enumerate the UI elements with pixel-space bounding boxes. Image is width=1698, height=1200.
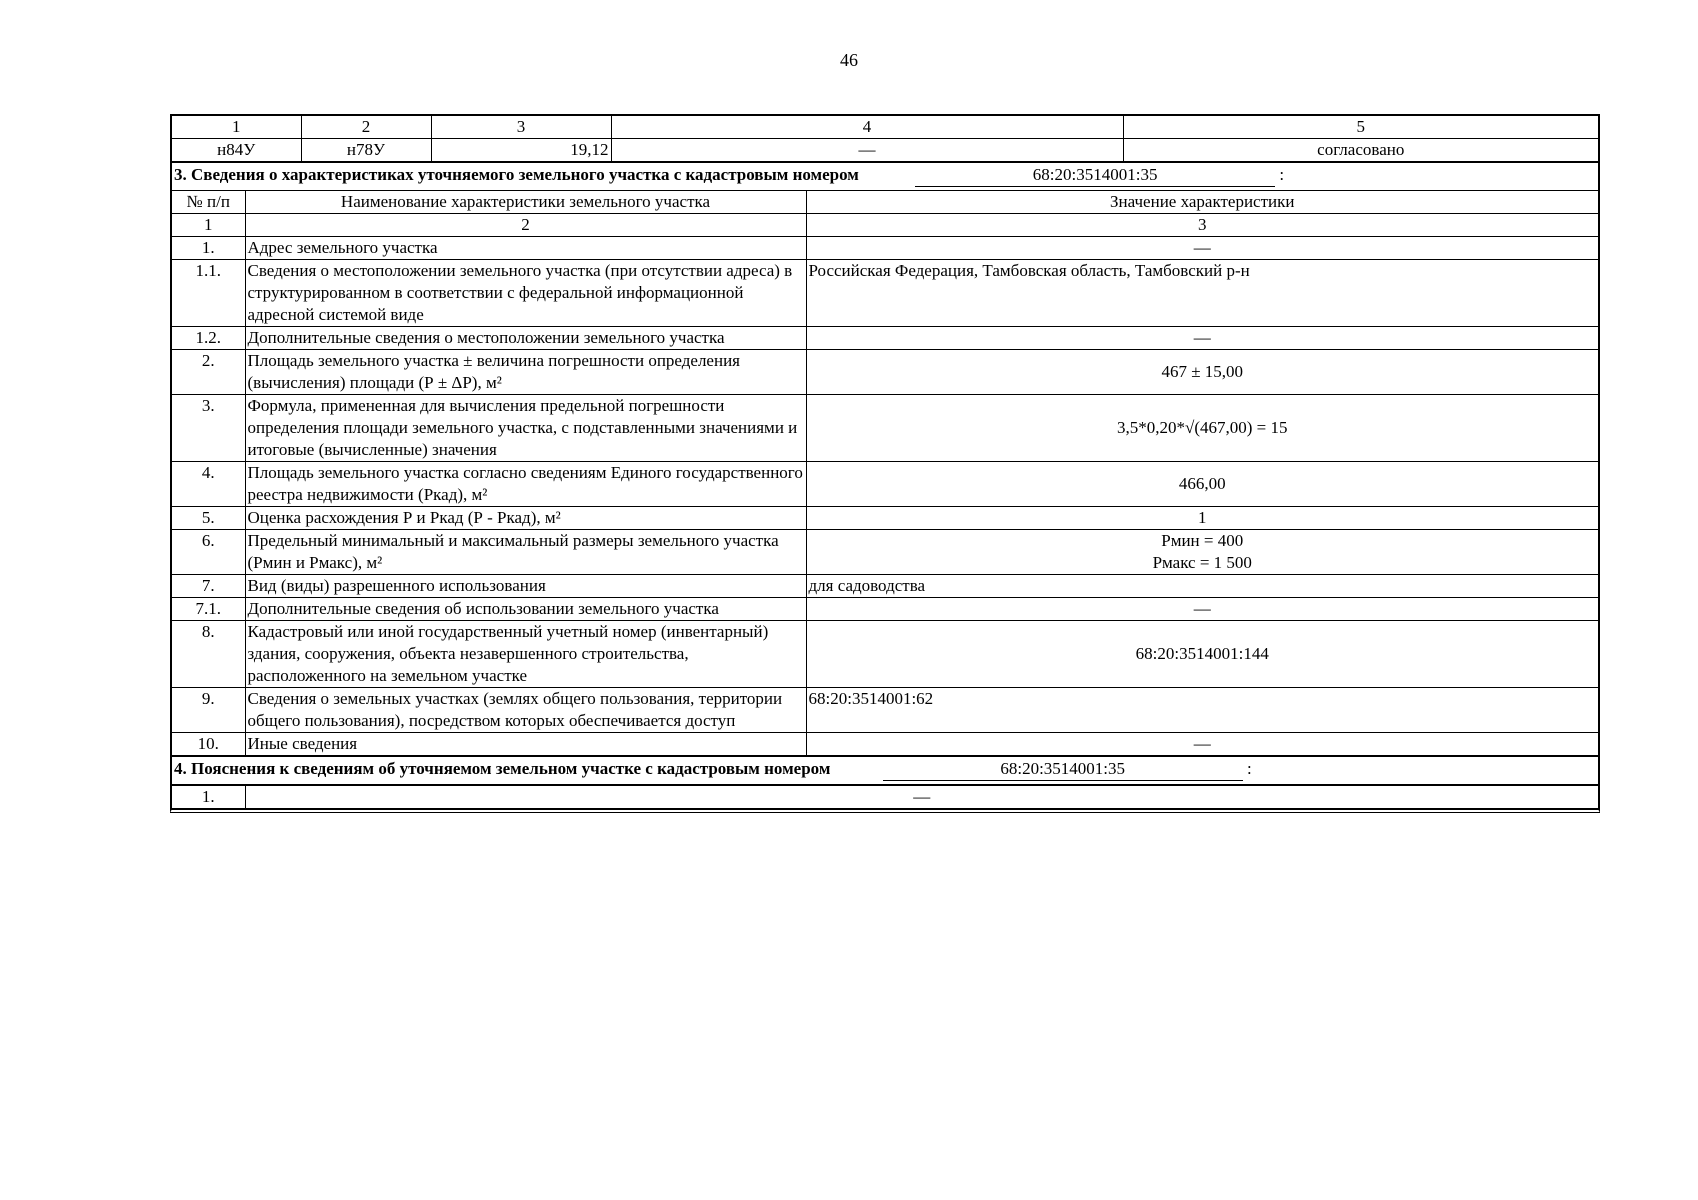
row-characteristic: Кадастровый или иной государственный учетный номер (инвентарный) здания, сооружения, объекта незавершенного строительства, расположенного на земельном участке bbox=[245, 621, 806, 688]
row-number: 1. bbox=[172, 785, 245, 809]
row-characteristic: Дополнительные сведения о местоположении земельного участка bbox=[245, 327, 806, 350]
section3-title: 3. Сведения о характеристиках уточняемого земельного участка с кадастровым номером bbox=[174, 165, 859, 184]
row-value: — bbox=[806, 733, 1598, 756]
row-number: 2. bbox=[172, 350, 245, 395]
document-table bbox=[170, 114, 1600, 813]
row-value: Российская Федерация, Тамбовская область, Тамбовский р-н bbox=[806, 260, 1598, 327]
column-number-4: 4 bbox=[611, 116, 1123, 139]
min-size-value: Рмин = 400 bbox=[1161, 531, 1244, 550]
section3-cadastral-number: 68:20:3514001:35 bbox=[915, 164, 1275, 187]
agreement-status: согласовано bbox=[1123, 139, 1598, 162]
column-index-2: 2 bbox=[245, 214, 806, 237]
table-row bbox=[172, 139, 1598, 162]
section3-numbers-row bbox=[172, 214, 1598, 237]
row-number: 7.1. bbox=[172, 598, 245, 621]
row-characteristic: Дополнительные сведения об использовании земельного участка bbox=[245, 598, 806, 621]
section4-cadastral-number: 68:20:3514001:35 bbox=[883, 758, 1243, 781]
row-number: 7. bbox=[172, 575, 245, 598]
section3-colon: : bbox=[1279, 165, 1285, 184]
row-value bbox=[806, 530, 1598, 575]
section4-heading-row bbox=[172, 757, 1598, 786]
table-row bbox=[172, 507, 1598, 530]
row-number: 9. bbox=[172, 688, 245, 733]
row-characteristic: Вид (виды) разрешенного использования bbox=[245, 575, 806, 598]
row-number: 1.2. bbox=[172, 327, 245, 350]
row-value: — bbox=[245, 785, 1598, 809]
table-row bbox=[172, 688, 1598, 733]
row-characteristic: Адрес земельного участка bbox=[245, 237, 806, 260]
row-value: 1 bbox=[806, 507, 1598, 530]
header-number: № п/п bbox=[172, 191, 245, 214]
table-header-row bbox=[172, 116, 1598, 139]
column-number-5: 5 bbox=[1123, 116, 1598, 139]
row-value: 466,00 bbox=[806, 462, 1598, 507]
max-size-value: Рмакс = 1 500 bbox=[1152, 553, 1252, 572]
section4-colon: : bbox=[1246, 759, 1252, 778]
page-number: 46 bbox=[840, 50, 858, 70]
table-row bbox=[172, 350, 1598, 395]
section3-header-row bbox=[172, 191, 1598, 214]
row-characteristic: Сведения о земельных участках (землях общего пользования, территории общего пользования), посредством которых обеспечивается доступ bbox=[245, 688, 806, 733]
table-row bbox=[172, 237, 1598, 260]
table-row bbox=[172, 462, 1598, 507]
row-characteristic: Оценка расхождения Р и Ркад (Р - Ркад), м² bbox=[245, 507, 806, 530]
row-number: 3. bbox=[172, 395, 245, 462]
table-row bbox=[172, 575, 1598, 598]
row-number: 1. bbox=[172, 237, 245, 260]
row-value: 467 ± 15,00 bbox=[806, 350, 1598, 395]
table-row bbox=[172, 785, 1598, 809]
row-characteristic: Сведения о местоположении земельного участка (при отсутствии адреса) в структурированном в соответствии с федеральной информационной адресной системой виде bbox=[245, 260, 806, 327]
header-value: Значение характеристики bbox=[806, 191, 1598, 214]
row-characteristic: Площадь земельного участка ± величина погрешности определения (вычисления) площади (Р ± ΔР), м² bbox=[245, 350, 806, 395]
table-row bbox=[172, 621, 1598, 688]
row-characteristic: Площадь земельного участка согласно сведениям Единого государственного реестра недвижимости (Ркад), м² bbox=[245, 462, 806, 507]
point-to: н78У bbox=[301, 139, 431, 162]
row-value: 3,5*0,20*√(467,00) = 15 bbox=[806, 395, 1598, 462]
row-value: — bbox=[806, 598, 1598, 621]
column-index-3: 3 bbox=[806, 214, 1598, 237]
row-value: — bbox=[806, 327, 1598, 350]
boundary-table bbox=[172, 116, 1598, 162]
row-characteristic: Предельный минимальный и максимальный размеры земельного участка (Рмин и Рмакс), м² bbox=[245, 530, 806, 575]
row-number: 5. bbox=[172, 507, 245, 530]
row-number: 1.1. bbox=[172, 260, 245, 327]
row-number: 8. bbox=[172, 621, 245, 688]
table-row bbox=[172, 327, 1598, 350]
row-characteristic: Иные сведения bbox=[245, 733, 806, 756]
table-row bbox=[172, 733, 1598, 756]
row-value: 68:20:3514001:62 bbox=[806, 688, 1598, 733]
column-number-2: 2 bbox=[301, 116, 431, 139]
row-value: для садоводства bbox=[806, 575, 1598, 598]
row-characteristic: Формула, примененная для вычисления предельной погрешности определения площади земельного участка, с подставленными значениями и итоговые (вычисленные) значения bbox=[245, 395, 806, 462]
distance-value: 19,12 bbox=[431, 139, 611, 162]
column-index-1: 1 bbox=[172, 214, 245, 237]
column-number-3: 3 bbox=[431, 116, 611, 139]
section4-table bbox=[172, 756, 1598, 809]
point-from: н84У bbox=[172, 139, 301, 162]
table-row bbox=[172, 260, 1598, 327]
table-row bbox=[172, 530, 1598, 575]
table-row bbox=[172, 395, 1598, 462]
row-number: 6. bbox=[172, 530, 245, 575]
header-characteristic: Наименование характеристики земельного участка bbox=[245, 191, 806, 214]
row-number: 4. bbox=[172, 462, 245, 507]
row-value: 68:20:3514001:144 bbox=[806, 621, 1598, 688]
section4-title: 4. Пояснения к сведениям об уточняемом земельном участке с кадастровым номером bbox=[174, 759, 831, 778]
column-number-1: 1 bbox=[172, 116, 301, 139]
row-value: — bbox=[806, 237, 1598, 260]
row-number: 10. bbox=[172, 733, 245, 756]
table-row bbox=[172, 598, 1598, 621]
description-value: — bbox=[611, 139, 1123, 162]
section3-heading-row bbox=[172, 163, 1598, 191]
section3-table bbox=[172, 162, 1598, 756]
